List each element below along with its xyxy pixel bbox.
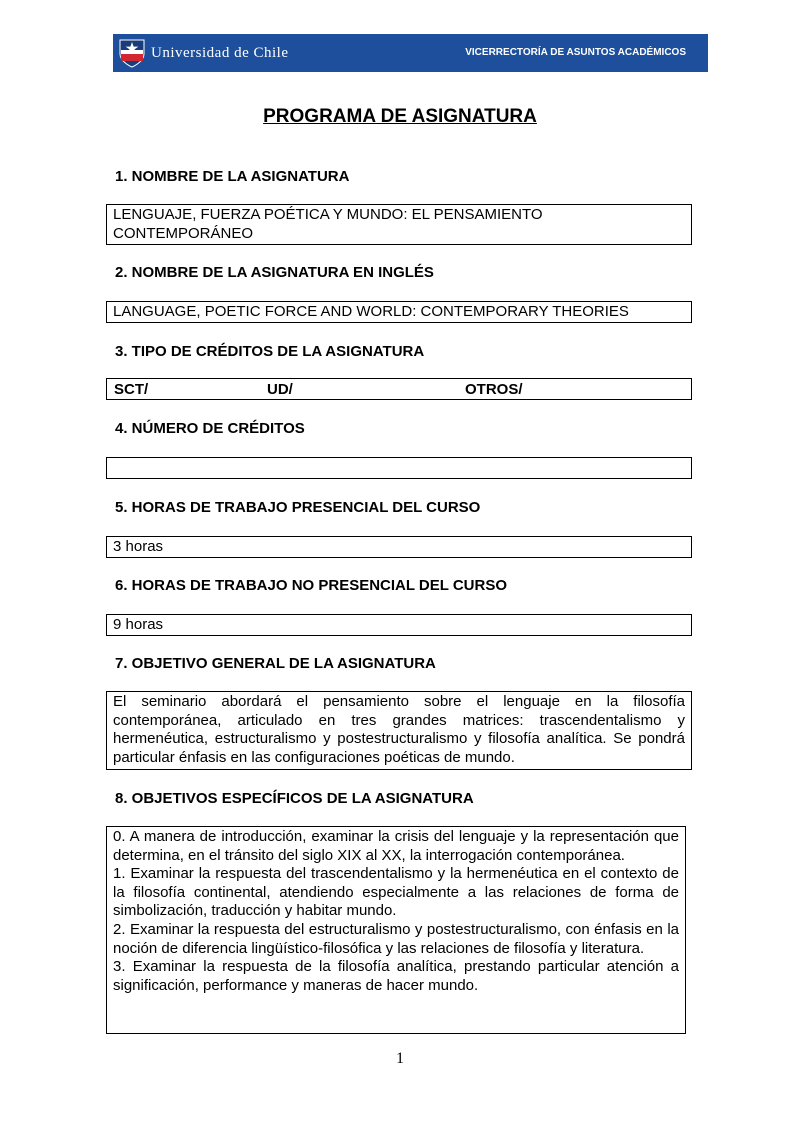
section-2-heading: 2. NOMBRE DE LA ASIGNATURA EN INGLÉS (115, 264, 434, 281)
section-7-box: El seminario abordará el pensamiento sobre el lenguaje en la filosofía contemporánea, articulado en tres grandes matrices: trascendentalismo y hermenéutica, estructuralismo y postestructuralismo y filosofía analítica. Se pondrá particular énfasis en las configuraciones poéticas de mundo. (106, 691, 692, 770)
university-name: Universidad de Chile (151, 45, 289, 61)
section-3-box (106, 378, 692, 400)
section-1-heading: 1. NOMBRE DE LA ASIGNATURA (115, 168, 350, 185)
section-4-box (106, 457, 692, 479)
office-name: VICERRECTORÍA DE ASUNTOS ACADÉMICOS (465, 47, 686, 58)
section-8-box (106, 826, 686, 1034)
section-4-heading: 4. NÚMERO DE CRÉDITOS (115, 420, 305, 437)
section-8-heading: 8. OBJETIVOS ESPECÍFICOS DE LA ASIGNATURA (115, 790, 474, 807)
section-5-box: 3 horas (106, 536, 692, 558)
credit-type-sct: SCT/ (114, 381, 149, 398)
section-1-box: LENGUAJE, FUERZA POÉTICA Y MUNDO: EL PENSAMIENTO CONTEMPORÁNEO (106, 204, 692, 245)
objective-item-0: 0. A manera de introducción, examinar la crisis del lenguaje y la representación que determina, en el tránsito del siglo XIX al XX, la interrogación contemporánea. (113, 828, 679, 864)
objective-item-1: 1. Examinar la respuesta del trascendentalismo y la hermenéutica en el contexto de la filosofía continental, atendiendo especialmente a las relaciones de forma de simbolización, traducción y habitar mundo. (113, 865, 679, 920)
credit-type-ud: UD/ (267, 381, 293, 398)
header-banner (113, 34, 708, 72)
section-2-box: LANGUAGE, POETIC FORCE AND WORLD: CONTEMPORARY THEORIES (106, 301, 692, 323)
section-6-box: 9 horas (106, 614, 692, 636)
page-number: 1 (396, 1050, 404, 1067)
section-3-heading: 3. TIPO DE CRÉDITOS DE LA ASIGNATURA (115, 343, 425, 360)
section-7-heading: 7. OBJETIVO GENERAL DE LA ASIGNATURA (115, 655, 436, 672)
section-5-heading: 5. HORAS DE TRABAJO PRESENCIAL DEL CURSO (115, 499, 481, 516)
credit-type-otros: OTROS/ (465, 381, 523, 398)
page-title: PROGRAMA DE ASIGNATURA (263, 106, 537, 127)
objective-item-2: 2. Examinar la respuesta del estructuralismo y postestructuralismo, con énfasis en la noción de diferencia lingüístico-filosófica y las relaciones de filosofía y literatura. (113, 920, 679, 957)
university-shield-icon (116, 37, 148, 69)
objective-item-3: 3. Examinar la respuesta de la filosofía analítica, prestando particular atención a significación, performance y maneras de hacer mundo. (113, 958, 679, 994)
section-6-heading: 6. HORAS DE TRABAJO NO PRESENCIAL DEL CURSO (115, 577, 507, 594)
